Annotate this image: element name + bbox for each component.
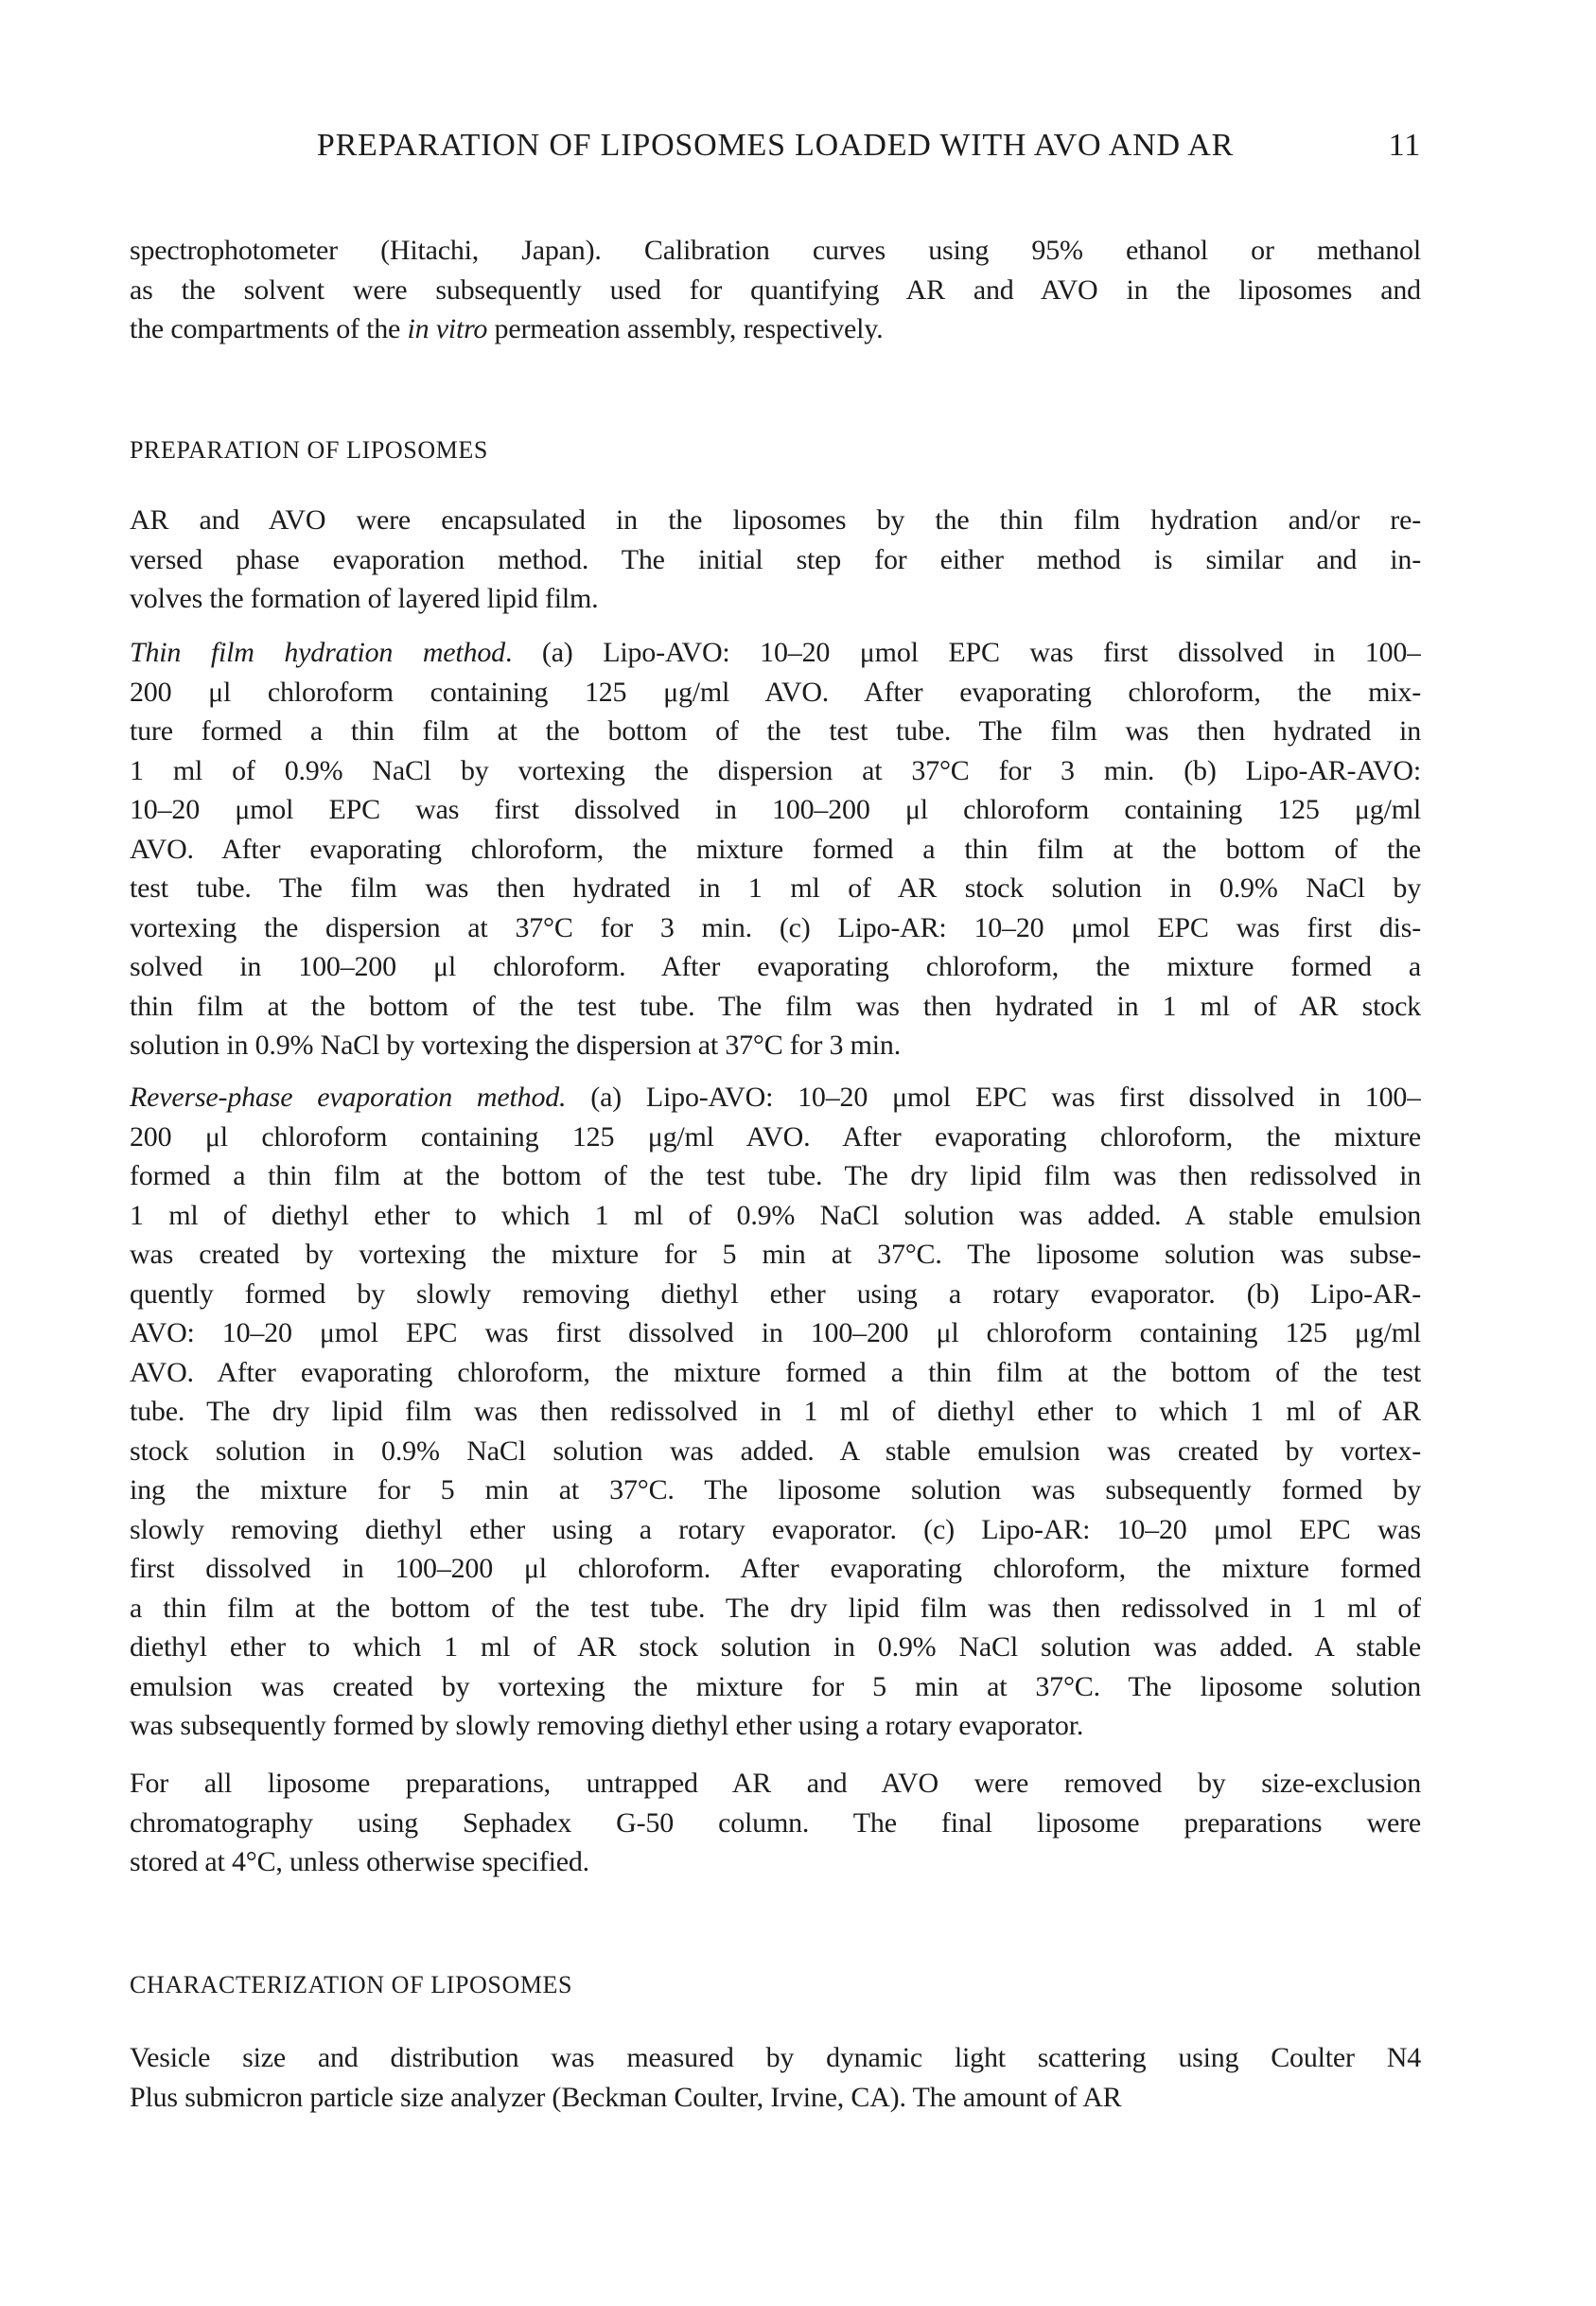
- text-line: Vesicle size and distribution was measured by dynamic light scattering using Coulter N4: [130, 2042, 1421, 2073]
- text-line: tube. The dry lipid film was then redissolved in 1 ml of diethyl ether to which 1 ml of AR: [130, 1396, 1421, 1427]
- text-line: For all liposome preparations, untrapped AR and AVO were removed by size-exclusion: [130, 1768, 1421, 1799]
- text-line: test tube. The film was then hydrated in 1 ml of AR stock solution in 0.9% NaCl by: [130, 872, 1421, 904]
- text-line: Plus submicron particle size analyzer (Beckman Coulter, Irvine, CA). The amount of AR: [130, 2081, 1122, 2113]
- text-line: as the solvent were subsequently used for quantifying AR and AVO in the liposomes and: [130, 273, 1421, 306]
- text-line: 200 μl chloroform containing 125 μg/ml AVO. After evaporating chloroform, the mix-: [130, 676, 1421, 708]
- text-line: Thin film hydration method. (a) Lipo-AVO: 10–20 μmol EPC was first dissolved in 100–: [130, 637, 1421, 668]
- text-line: AR and AVO were encapsulated in the liposomes by the thin film hydration and/or re-: [130, 504, 1421, 536]
- text-line: emulsion was created by vortexing the mixture for 5 min at 37°C. The liposome solution: [130, 1670, 1421, 1702]
- section-heading-preparation-of-liposomes: PREPARATION OF LIPOSOMES: [130, 436, 488, 464]
- text-line: the compartments of the in vitro permeation assembly, respectively.: [130, 313, 884, 344]
- text-line: 200 μl chloroform containing 125 μg/ml AVO. After evaporating chloroform, the mixture: [130, 1120, 1421, 1153]
- paragraph-intro: [130, 231, 1421, 349]
- text-line: ture formed a thin film at the bottom of the test tube. The film was then hydrated in: [130, 715, 1421, 747]
- text-line: slowly removing diethyl ether using a rotary evaporator. (c) Lipo-AR: 10–20 μmol EPC was: [130, 1513, 1421, 1545]
- text-line: quently formed by slowly removing diethyl ether using a rotary evaporator. (b) Lipo-AR-: [130, 1277, 1421, 1310]
- text-line: a thin film at the bottom of the test tube. The dry lipid film was then redissolved in 1 ml of: [130, 1592, 1421, 1624]
- text-line: AVO. After evaporating chloroform, the mixture formed a thin film at the bottom of the test: [130, 1356, 1421, 1388]
- text-line: formed a thin film at the bottom of the test tube. The dry lipid film was then redissolved in: [130, 1160, 1421, 1191]
- text-line: 1 ml of 0.9% NaCl by vortexing the dispersion at 37°C for 3 min. (b) Lipo-AR-AVO:: [130, 754, 1421, 786]
- text-line: volves the formation of layered lipid film.: [130, 583, 599, 614]
- text-line: first dissolved in 100–200 μl chloroform. After evaporating chloroform, the mixture formed: [130, 1553, 1421, 1584]
- text-line: was subsequently formed by slowly removing diethyl ether using a rotary evaporator.: [130, 1710, 1084, 1741]
- text-line: versed phase evaporation method. The initial step for either method is similar and in-: [130, 543, 1421, 575]
- text-line: stock solution in 0.9% NaCl solution was added. A stable emulsion was created by vortex-: [130, 1435, 1421, 1467]
- text-line: vortexing the dispersion at 37°C for 3 min. (c) Lipo-AR: 10–20 μmol EPC was first dis-: [130, 911, 1421, 943]
- text-line: ing the mixture for 5 min at 37°C. The liposome solution was subsequently formed by: [130, 1474, 1421, 1505]
- section-heading-characterization-of-liposomes: CHARACTERIZATION OF LIPOSOMES: [130, 1971, 573, 1998]
- text-line: AVO. After evaporating chloroform, the mixture formed a thin film at the bottom of the: [130, 833, 1421, 865]
- text-line: thin film at the bottom of the test tube. The film was then hydrated in 1 ml of AR stock: [130, 990, 1421, 1022]
- text-line: AVO: 10–20 μmol EPC was first dissolved in 100–200 μl chloroform containing 125 μg/ml: [130, 1317, 1421, 1348]
- paragraph-purification: [130, 1764, 1421, 1882]
- text-line: 1 ml of diethyl ether to which 1 ml of 0.9% NaCl solution was added. A stable emulsion: [130, 1199, 1421, 1231]
- running-head-title: PREPARATION OF LIPOSOMES LOADED WITH AVO AND AR: [316, 128, 1235, 163]
- text-line: spectrophotometer (Hitachi, Japan). Calibration curves using 95% ethanol or methanol: [130, 235, 1421, 266]
- paragraph-characterization: [130, 2038, 1421, 2117]
- text-line: chromatography using Sephadex G-50 column. The final liposome preparations were: [130, 1806, 1421, 1839]
- running-head: [130, 127, 1421, 168]
- paragraph-reverse-phase-evaporation-method: [130, 1078, 1421, 1746]
- text-line: stored at 4°C, unless otherwise specified.: [130, 1846, 589, 1877]
- paragraph-thin-film-hydration-method: [130, 633, 1421, 1065]
- text-line: was created by vortexing the mixture for 5 min at 37°C. The liposome solution was subse-: [130, 1239, 1421, 1270]
- text-line: diethyl ether to which 1 ml of AR stock solution in 0.9% NaCl solution was added. A stable: [130, 1631, 1421, 1663]
- paragraph-encapsulation: [130, 501, 1421, 619]
- text-line: Reverse-phase evaporation method. (a) Lipo-AVO: 10–20 μmol EPC was first dissolved in 100–: [130, 1082, 1421, 1113]
- text-line: solved in 100–200 μl chloroform. After evaporating chloroform, the mixture formed a: [130, 951, 1421, 982]
- text-line: 10–20 μmol EPC was first dissolved in 100–200 μl chloroform containing 125 μg/ml: [130, 794, 1421, 825]
- page-number: 11: [1388, 128, 1421, 163]
- text-line: solution in 0.9% NaCl by vortexing the dispersion at 37°C for 3 min.: [130, 1030, 901, 1061]
